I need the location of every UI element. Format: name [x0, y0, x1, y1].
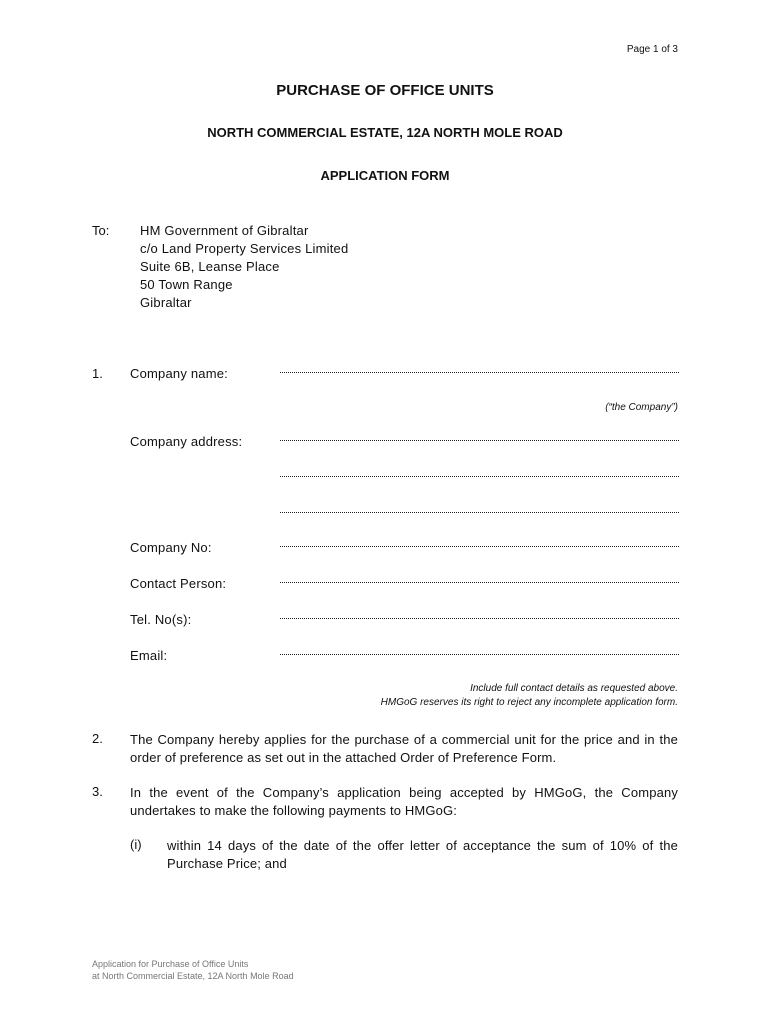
page-number: Page 1 of 3 — [626, 44, 678, 55]
section-3-text: In the event of the Company’s application being accepted by HMGoG, the Company undertakes to make the following payments to HMGoG: — [130, 785, 678, 818]
address-line-4: 50 Town Range — [140, 277, 233, 292]
contact-note-line-1: Include full contact details as requested above. — [470, 683, 678, 694]
company-name-label: Company name: — [130, 366, 228, 381]
company-no-label: Company No: — [130, 540, 212, 555]
section-2-text: The Company hereby applies for the purchase of a commercial unit for the price and in the order of preference as set out in the attached Order of Preference Form. — [130, 732, 678, 765]
company-address-field-3[interactable] — [280, 512, 679, 513]
section-3-i-number: (i) — [130, 837, 142, 852]
address-line-3: Suite 6B, Leanse Place — [140, 259, 280, 274]
tel-label: Tel. No(s): — [130, 612, 192, 627]
company-name-field[interactable] — [280, 372, 679, 373]
company-address-label: Company address: — [130, 434, 243, 449]
tel-field[interactable] — [280, 618, 679, 619]
address-line-1: HM Government of Gibraltar — [140, 223, 309, 238]
address-line-2: c/o Land Property Services Limited — [140, 241, 349, 256]
to-label: To: — [92, 223, 110, 238]
address-line-5: Gibraltar — [140, 295, 192, 310]
contact-person-label: Contact Person: — [130, 576, 227, 591]
form-title: APPLICATION FORM — [320, 168, 450, 183]
email-label: Email: — [130, 648, 168, 663]
document-title: PURCHASE OF OFFICE UNITS — [276, 82, 494, 99]
section-1-number: 1. — [92, 366, 103, 381]
email-field[interactable] — [280, 654, 679, 655]
footer-line-2: at North Commercial Estate, 12A North Mole Road — [92, 971, 294, 981]
company-address-field-1[interactable] — [280, 440, 679, 441]
company-address-field-2[interactable] — [280, 476, 679, 477]
footer-line-1: Application for Purchase of Office Units — [92, 959, 249, 969]
company-no-field[interactable] — [280, 546, 679, 547]
contact-person-field[interactable] — [280, 582, 679, 583]
section-2-number: 2. — [92, 731, 103, 746]
contact-note-line-2: HMGoG reserves its right to reject any incomplete application form. — [380, 697, 678, 708]
section-3-i-text: within 14 days of the date of the offer letter of acceptance the sum of 10% of the Purchase Price; and — [167, 838, 678, 871]
section-3-number: 3. — [92, 784, 103, 799]
document-subtitle: NORTH COMMERCIAL ESTATE, 12A NORTH MOLE ROAD — [207, 125, 563, 140]
the-company-note: (“the Company”) — [605, 402, 678, 413]
